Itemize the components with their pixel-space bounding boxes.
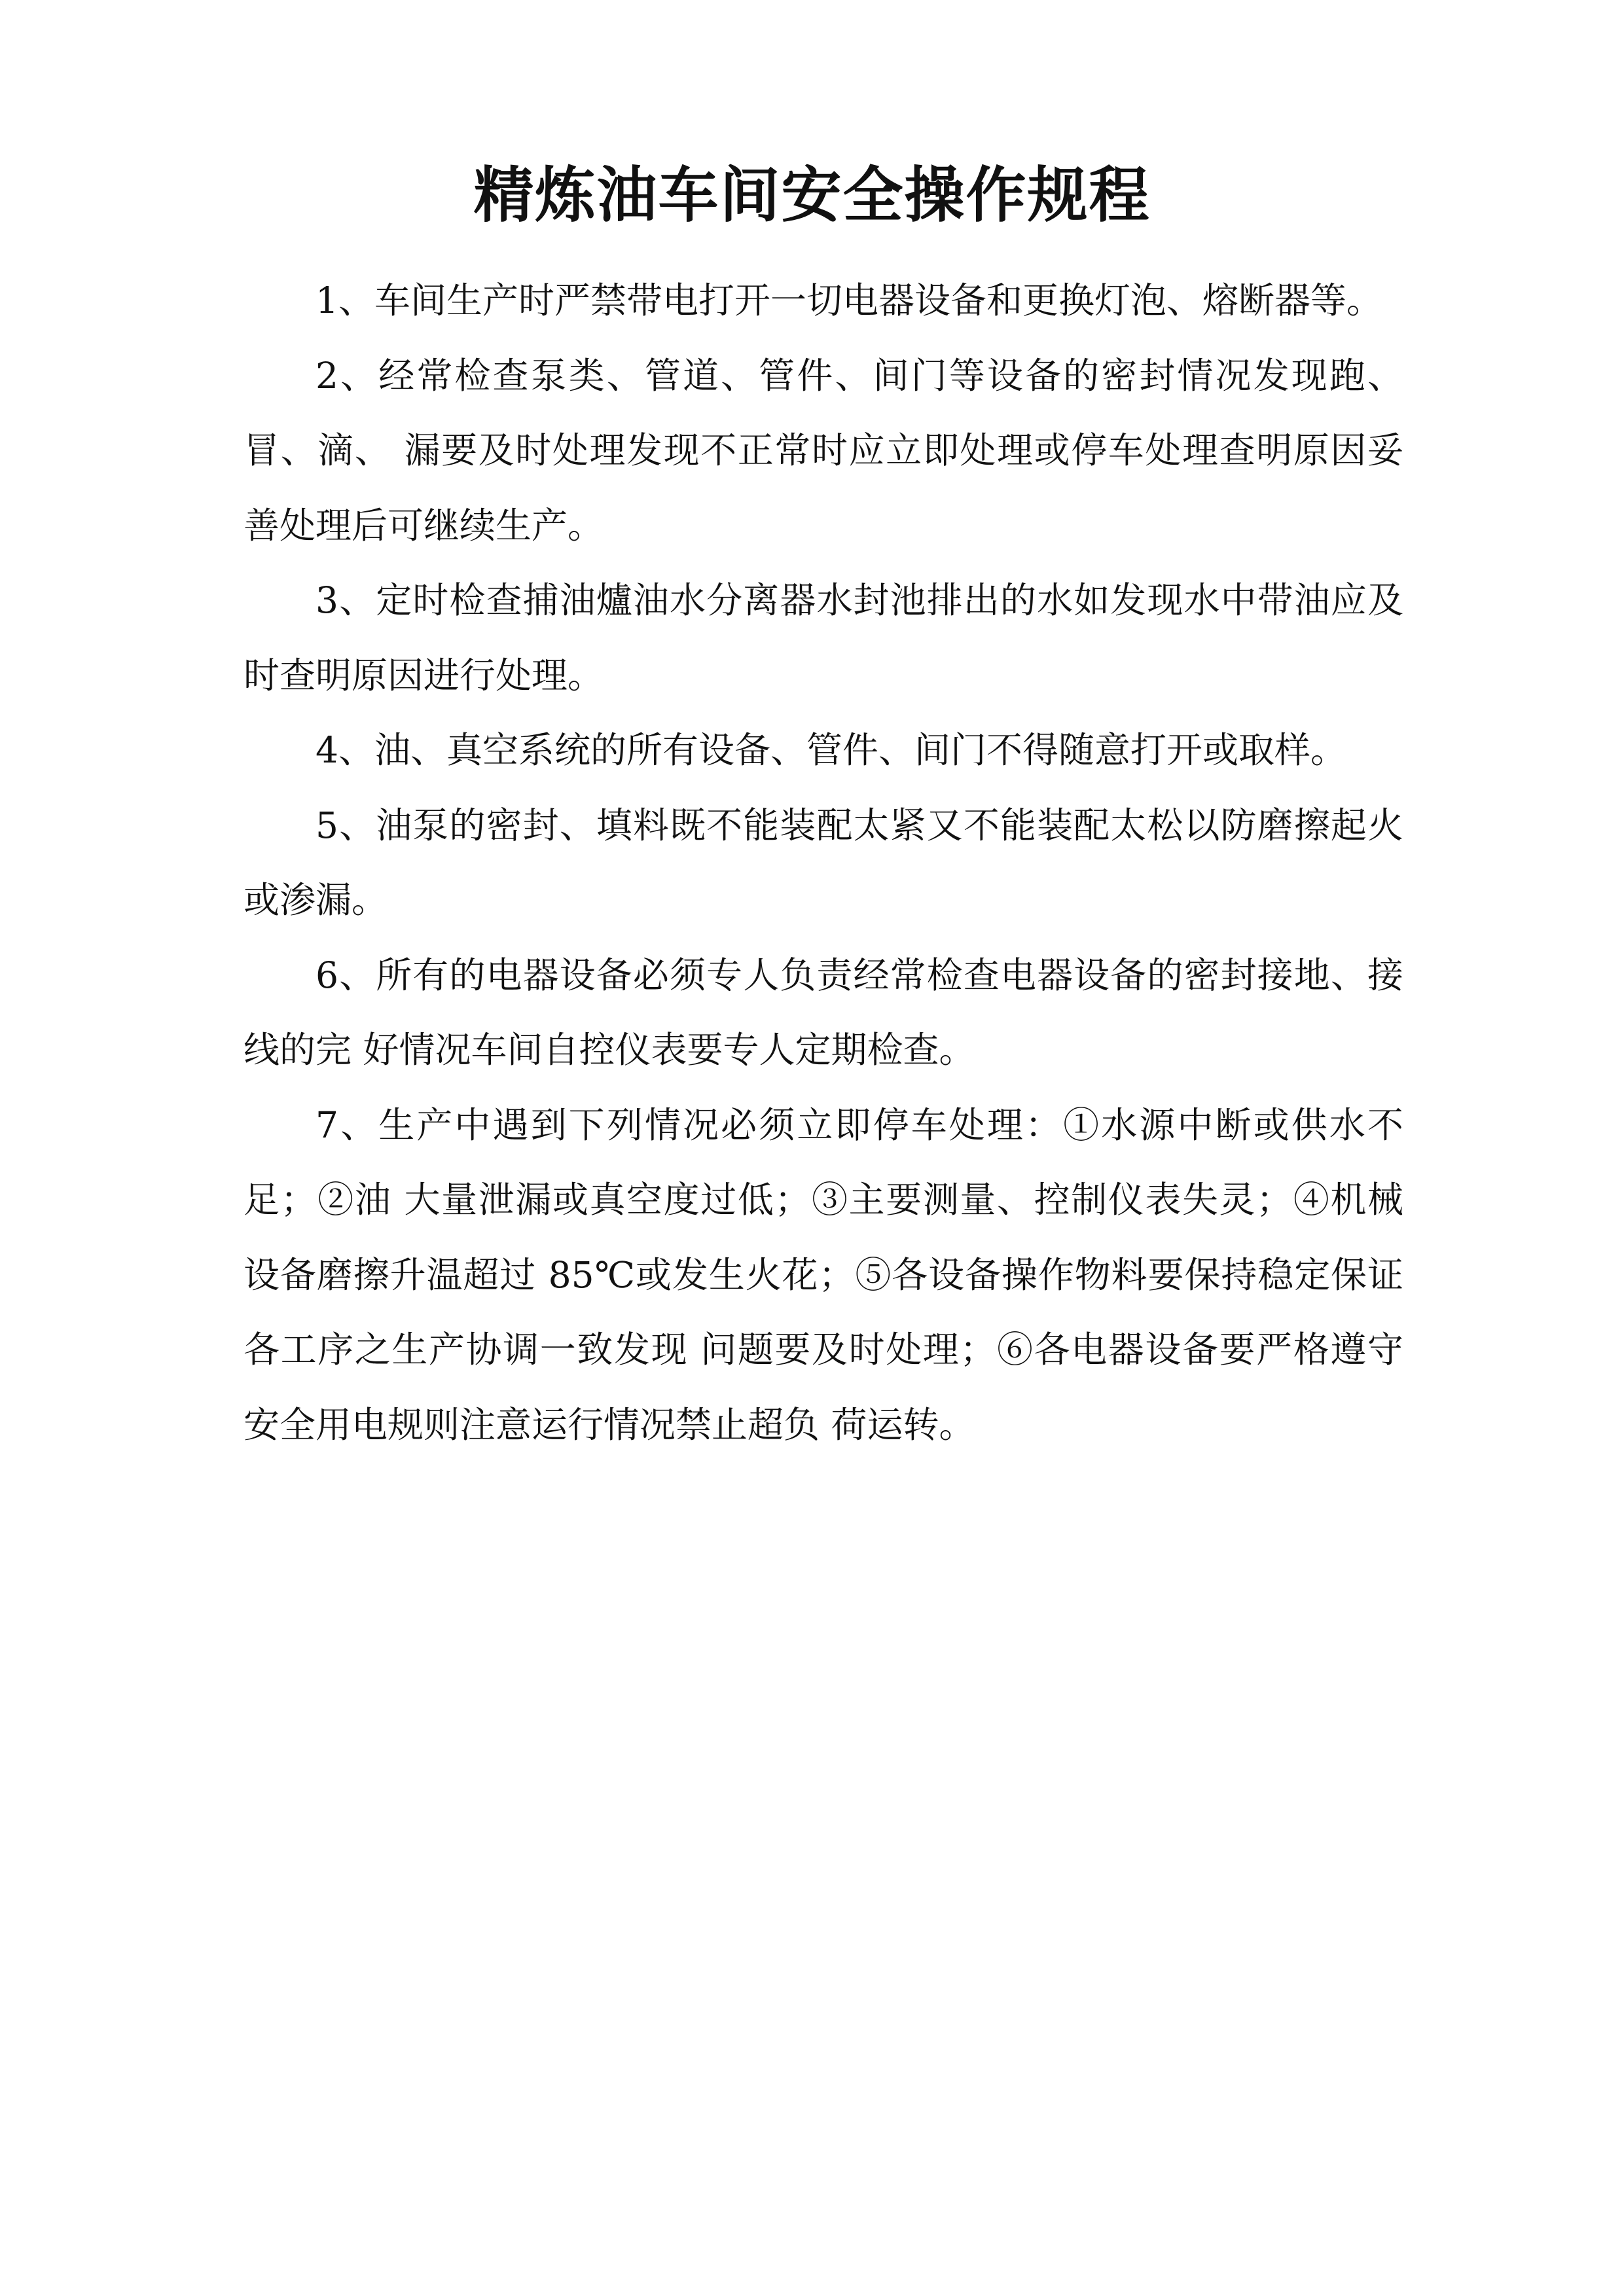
paragraph-5: 5、油泵的密封、填料既不能装配太紧又不能装配太松以防磨擦起火或渗漏。 [244,804,1403,921]
document-title: 精炼油车间安全操作规程 [473,160,1151,230]
paragraph-4: 4、油、真空系统的所有设备、管件、间门不得随意打开或取样。 [316,729,1346,771]
document-body [244,263,1403,1462]
paragraph-1: 1、车间生产时严禁带电打开一切电器设备和更换灯泡、熔断器等。 [316,279,1382,321]
paragraph-2: 2、经常检查泵类、管道、管件、间门等设备的密封情况发现跑、冒、滴、 漏要及时处理发现不正常时应立即处理或停车处理查明原因妥善处理后可继续生产。 [244,354,1403,547]
paragraph-7: 7、生产中遇到下列情况必须立即停车处理：①水源中断或供水不足；②油 大量泄漏或真空度过低；③主要测量、控制仪表失灵；④机械设备磨擦升温超过 85℃或发生火花；⑤各设备操作物料要保持稳定保证各工序之生产协调一致发现 问题要及时处理；⑥各电器设备要严格遵守安全用电规则注意运行情况禁止超负 荷运转。 [244,1103,1403,1446]
paragraph-3: 3、定时检查捕油爐油水分离器水封池排出的水如发现水中带油应及时查明原因进行处理。 [244,579,1403,696]
paragraph-6: 6、所有的电器设备必须专人负责经常检查电器设备的密封接地、接线的完 好情况车间自控仪表要专人定期检查。 [244,954,1403,1071]
